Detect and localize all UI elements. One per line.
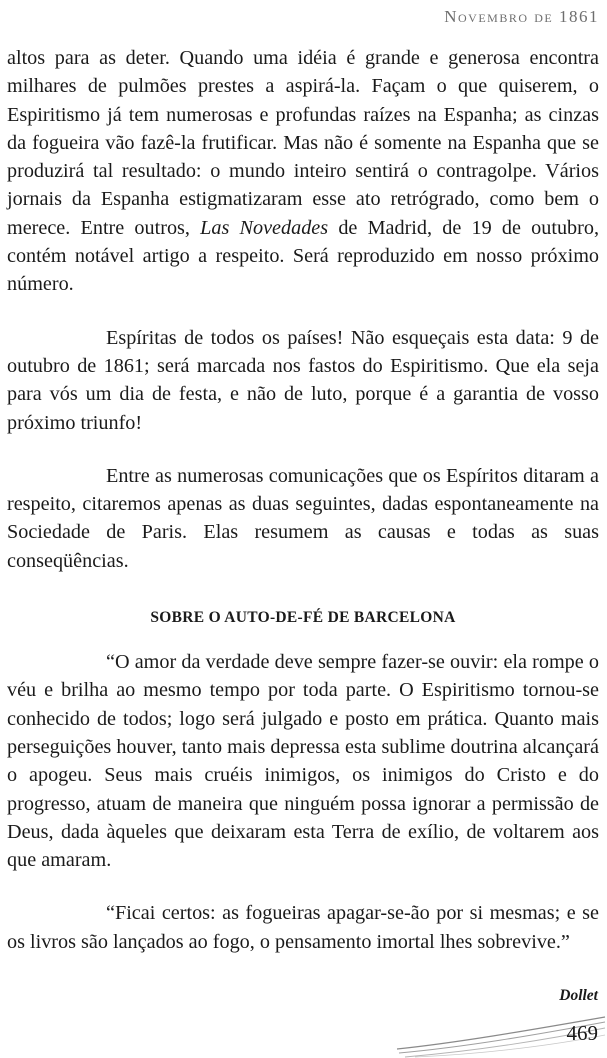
paragraph-text: altos para as deter. Quando uma idéia é grande e generosa encontra milhares de pulmões prestes a aspirá-la. Façam o que quiserem, o Espiritismo já tem numerosas e profundas raízes na Espanha; as cinzas da fogueira vão fazê-la frutificar. Mas não é somente na Espanha que se produzirá tal resultado: o mundo inteiro sentirá o contragolpe. Vários jornais da Espanha estigmatizaram esse ato retrógrado, como bem o merece. Entre outros,	[7, 47, 599, 239]
section-heading: SOBRE O AUTO-DE-FÉ DE BARCELONA	[150, 609, 456, 627]
page-body	[7, 44, 599, 956]
running-header: Novembro de 1861	[444, 7, 599, 26]
paragraph-communications: Entre as numerosas comunicações que os Espíritos ditaram a respeito, citaremos apenas as duas seguintes, dadas espontaneamente na Sociedade de Paris. Elas resumem as causas e todas as suas conseqüências.	[7, 464, 599, 572]
newspaper-title: Las Novedades	[200, 216, 329, 239]
quote-paragraph-2: “Ficai certos: as fogueiras apagar-se-ão por si mesmas; e se os livros são lançados ao fogo, o pensamento imortal lhes sobrevive.”	[7, 902, 599, 953]
page-number: 469	[566, 1021, 598, 1045]
quote-paragraph-1: “O amor da verdade deve sempre fazer-se ouvir: ela rompe o véu e brilha ao mesmo tempo por toda parte. O Espiritismo tornou-se conhecido de todos; logo será julgado e posto em prática. Quanto mais perseguições houver, tanto mais depressa esta sublime doutrina alcançará o apogeu. Seus mais cruéis inimigos, os inimigos do Cristo e do progresso, atuam de maneira que ninguém possa ignorar a permissão de Deus, dada àqueles que deixaram esta Terra de exílio, de voltarem aos que amaram.	[7, 651, 599, 872]
paragraph-continuation	[7, 44, 599, 299]
signature: Dollet	[559, 987, 598, 1004]
paragraph-appeal: Espíritas de todos os países! Não esqueçais esta data: 9 de outubro de 1861; será marcada nos fastos do Espiritismo. Que ela seja para vós um dia de festa, e não de luto, porque é a garantia de vosso próximo triunfo!	[7, 326, 599, 434]
paragraph-tail: de Madrid, de 19 de outubro, contém notável artigo a respeito. Será reproduzido em nosso próximo número.	[7, 216, 599, 296]
